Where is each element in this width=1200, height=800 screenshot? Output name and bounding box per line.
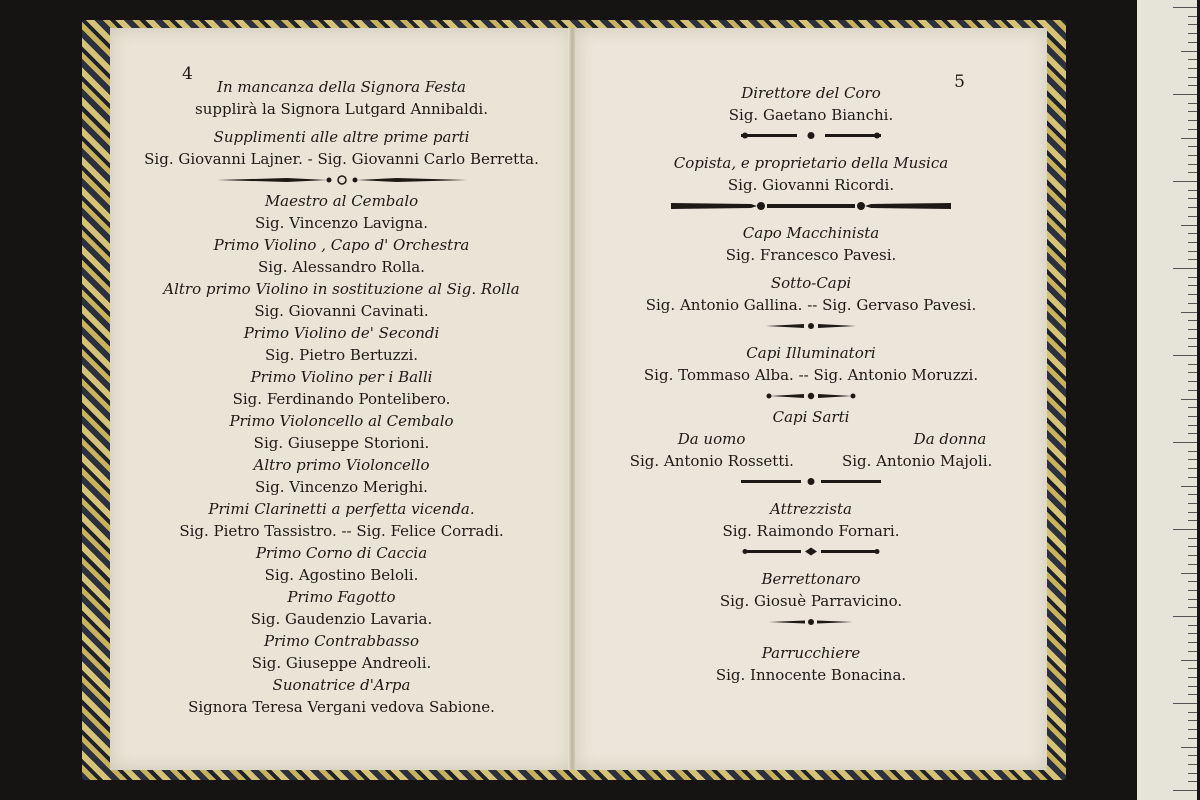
person-name: Sig. Antonio Rossetti. (629, 452, 794, 470)
list-item (110, 454, 573, 498)
ruler-tick (1188, 372, 1197, 373)
role-title: Attrezzista (770, 500, 852, 518)
list-item (575, 342, 1047, 386)
ruler-tick (1173, 529, 1197, 530)
left-page-text (110, 76, 573, 718)
ruler-tick (1188, 407, 1197, 408)
role-title: Capo Macchinista (742, 224, 880, 242)
ruler-tick (1188, 677, 1197, 678)
ruler-tick (1173, 7, 1197, 8)
ruler-tick (1188, 503, 1197, 504)
person-name: Sig. Giuseppe Andreoli. (251, 654, 432, 672)
ruler-tick (1188, 146, 1197, 147)
ruler-tick (1188, 77, 1197, 78)
ruler-tick (1181, 660, 1197, 661)
ruler-tick (1188, 451, 1197, 452)
person-name: Sig. Innocente Bonacina. (715, 666, 907, 684)
role-title: Primo Corno di Caccia (255, 544, 428, 562)
person-name: Sig. Alessandro Rolla. (258, 258, 425, 276)
ruler-tick (1188, 24, 1197, 25)
role-title: Capi Sarti (772, 408, 850, 426)
ruler-tick (1188, 590, 1197, 591)
ruler-tick (1188, 433, 1197, 434)
right-page-text (575, 76, 1047, 686)
role-title: Altro primo Violoncello (253, 456, 430, 474)
ruler-tick (1188, 607, 1197, 608)
ruler-tick (1188, 111, 1197, 112)
page-number-left: 4 (182, 64, 193, 84)
role-title: Copista, e proprietario della Musica (673, 154, 949, 172)
column-left (630, 428, 794, 472)
ruler-tick (1188, 320, 1197, 321)
person-name: Signora Teresa Vergani vedova Sabione. (188, 698, 495, 716)
ruler-tick (1188, 555, 1197, 556)
list-item (575, 642, 1047, 686)
role-title: Maestro al Cembalo (264, 192, 419, 210)
list-item (110, 322, 573, 366)
ruler-tick (1173, 268, 1197, 269)
list-item (575, 222, 1047, 266)
ruler-tick (1188, 468, 1197, 469)
person-name: supplirà la Signora Lutgard Annibaldi. (195, 100, 488, 118)
role-title: Primo Violino de' Secondi (243, 324, 440, 342)
ruler-tick (1188, 103, 1197, 104)
list-item (110, 278, 573, 322)
role-title: Capi Illuminatori (746, 344, 876, 362)
person-name: Sig. Vincenzo Merighi. (255, 478, 428, 496)
person-name: Sig. Gaetano Bianchi. (728, 106, 894, 124)
ruler-tick (1173, 442, 1197, 443)
list-item (110, 498, 573, 542)
list-item (575, 568, 1047, 612)
ruler-tick (1181, 312, 1197, 313)
person-name: Sig. Gaudenzio Lavaria. (250, 610, 433, 628)
ornament-divider (575, 612, 1047, 632)
person-name: Sig. Giovanni Ricordi. (727, 176, 895, 194)
ruler-tick (1188, 120, 1197, 121)
ruler-tick (1188, 755, 1197, 756)
ruler-tick (1188, 381, 1197, 382)
ruler-tick (1188, 198, 1197, 199)
left-page (110, 28, 574, 770)
person-name: Sig. Pietro Tassistro. -- Sig. Felice Corradi. (179, 522, 504, 540)
ruler-tick (1188, 190, 1197, 191)
ruler-tick (1173, 790, 1197, 791)
ornament-divider (575, 386, 1047, 406)
ruler-tick (1188, 42, 1197, 43)
person-name: Sig. Antonio Majoli. (841, 452, 993, 470)
ruler-tick (1188, 216, 1197, 217)
two-column-names (575, 428, 1047, 472)
ruler-tick (1173, 703, 1197, 704)
list-item (110, 366, 573, 410)
ornament-divider (575, 126, 1047, 146)
person-name: Sig. Giosuè Parravicino. (719, 592, 903, 610)
ornament-divider (110, 170, 573, 190)
ruler-tick (1188, 599, 1197, 600)
ruler-tick (1188, 764, 1197, 765)
role-title: Parrucchiere (761, 644, 861, 662)
list-item (110, 126, 573, 170)
role-title: Primo Contrabbasso (264, 632, 419, 650)
ruler-tick (1188, 85, 1197, 86)
ruler-tick (1188, 285, 1197, 286)
ruler-tick (1188, 712, 1197, 713)
list-item (575, 82, 1047, 126)
ruler-tick (1173, 355, 1197, 356)
ruler-tick (1188, 738, 1197, 739)
role-title: Altro primo Violino in sostituzione al Sig. Rolla (163, 280, 520, 298)
ruler-tick (1188, 338, 1197, 339)
ruler-tick (1188, 251, 1197, 252)
list-item (110, 542, 573, 586)
role-title: Primo Violoncello al Cembalo (229, 412, 454, 430)
page-number-right: 5 (954, 72, 965, 92)
person-name: Sig. Giovanni Cavinati. (254, 302, 429, 320)
ornament-divider (575, 196, 1047, 216)
ruler-tick (1188, 781, 1197, 782)
ruler-tick (1188, 694, 1197, 695)
ruler-tick (1188, 494, 1197, 495)
person-name: Sig. Tommaso Alba. -- Sig. Antonio Moruzzi. (643, 366, 979, 384)
ruler-tick (1181, 486, 1197, 487)
ruler-tick (1188, 207, 1197, 208)
person-name: Sig. Antonio Gallina. -- Sig. Gervaso Pavesi. (645, 296, 977, 314)
ornament-divider (575, 316, 1047, 336)
ruler-tick (1188, 512, 1197, 513)
person-name: Sig. Francesco Pavesi. (725, 246, 897, 264)
list-item (110, 190, 573, 234)
ruler-tick (1188, 33, 1197, 34)
ruler-tick (1188, 294, 1197, 295)
ruler-tick (1188, 164, 1197, 165)
ruler-tick (1188, 642, 1197, 643)
ornament-divider (575, 542, 1047, 562)
ruler-tick (1188, 390, 1197, 391)
ruler-tick (1188, 668, 1197, 669)
ruler-tick (1188, 59, 1197, 60)
ruler-tick (1188, 581, 1197, 582)
role-title: Sotto-Capi (770, 274, 852, 292)
ruler-tick (1188, 520, 1197, 521)
ruler-tick (1188, 651, 1197, 652)
list-item (110, 234, 573, 278)
ruler-tick (1188, 686, 1197, 687)
ruler-tick (1188, 155, 1197, 156)
ruler-tick (1181, 51, 1197, 52)
ruler-tick (1188, 129, 1197, 130)
role-title: Primi Clarinetti a perfetta vicenda. (208, 500, 475, 518)
ruler-tick (1173, 94, 1197, 95)
ruler-tick (1188, 172, 1197, 173)
list-item (110, 76, 573, 120)
ruler-tick (1188, 346, 1197, 347)
person-name: Sig. Ferdinando Pontelibero. (232, 390, 451, 408)
list-item (575, 498, 1047, 542)
ruler-tick (1188, 538, 1197, 539)
list-item (575, 272, 1047, 316)
ruler-tick (1188, 564, 1197, 565)
person-name: Sig. Raimondo Fornari. (722, 522, 900, 540)
ruler-tick (1188, 720, 1197, 721)
list-item (110, 674, 573, 718)
role-title: Direttore del Coro (741, 84, 881, 102)
role-title: Supplimenti alle altre prime parti (213, 128, 470, 146)
capi-sarti-block (575, 406, 1047, 472)
person-name: Sig. Pietro Bertuzzi. (264, 346, 419, 364)
ruler-tick (1188, 259, 1197, 260)
ruler-tick (1188, 459, 1197, 460)
ruler-tick (1173, 616, 1197, 617)
ruler-tick (1188, 277, 1197, 278)
ruler-tick (1181, 747, 1197, 748)
role-title: In mancanza della Signora Festa (217, 78, 466, 96)
ruler-tick (1181, 573, 1197, 574)
role-title: Da uomo (677, 430, 746, 448)
person-name: Sig. Giuseppe Storioni. (253, 434, 430, 452)
ruler-tick (1188, 303, 1197, 304)
list-item (575, 152, 1047, 196)
measuring-ruler (1137, 0, 1197, 800)
right-page (575, 28, 1047, 770)
ruler-tick (1188, 364, 1197, 365)
person-name: Sig. Vincenzo Lavigna. (254, 214, 429, 232)
role-title: Primo Violino per i Balli (250, 368, 433, 386)
ruler-tick (1181, 225, 1197, 226)
person-name: Sig. Agostino Beloli. (264, 566, 419, 584)
role-title: Suonatrice d'Arpa (272, 676, 411, 694)
role-title: Primo Fagotto (287, 588, 396, 606)
role-title: Da donna (913, 430, 987, 448)
column-right (842, 428, 992, 472)
ruler-tick (1181, 138, 1197, 139)
ruler-tick (1173, 181, 1197, 182)
ruler-tick (1188, 416, 1197, 417)
person-name: Sig. Giovanni Lajner. - Sig. Giovanni Carlo Berretta. (144, 150, 539, 168)
ruler-tick (1188, 242, 1197, 243)
ruler-tick (1188, 546, 1197, 547)
list-item (110, 410, 573, 454)
role-title: Primo Violino , Capo d' Orchestra (213, 236, 470, 254)
ruler-tick (1188, 16, 1197, 17)
ruler-tick (1188, 329, 1197, 330)
ruler-tick (1188, 633, 1197, 634)
role-title: Berrettonaro (761, 570, 861, 588)
ruler-tick (1188, 773, 1197, 774)
ruler-tick (1188, 425, 1197, 426)
ruler-tick (1188, 477, 1197, 478)
list-item (110, 630, 573, 674)
ruler-tick (1188, 68, 1197, 69)
ruler-tick (1188, 233, 1197, 234)
ruler-tick (1181, 399, 1197, 400)
list-item (110, 586, 573, 630)
ruler-tick (1188, 625, 1197, 626)
ruler-tick (1188, 729, 1197, 730)
ornament-divider (575, 472, 1047, 492)
